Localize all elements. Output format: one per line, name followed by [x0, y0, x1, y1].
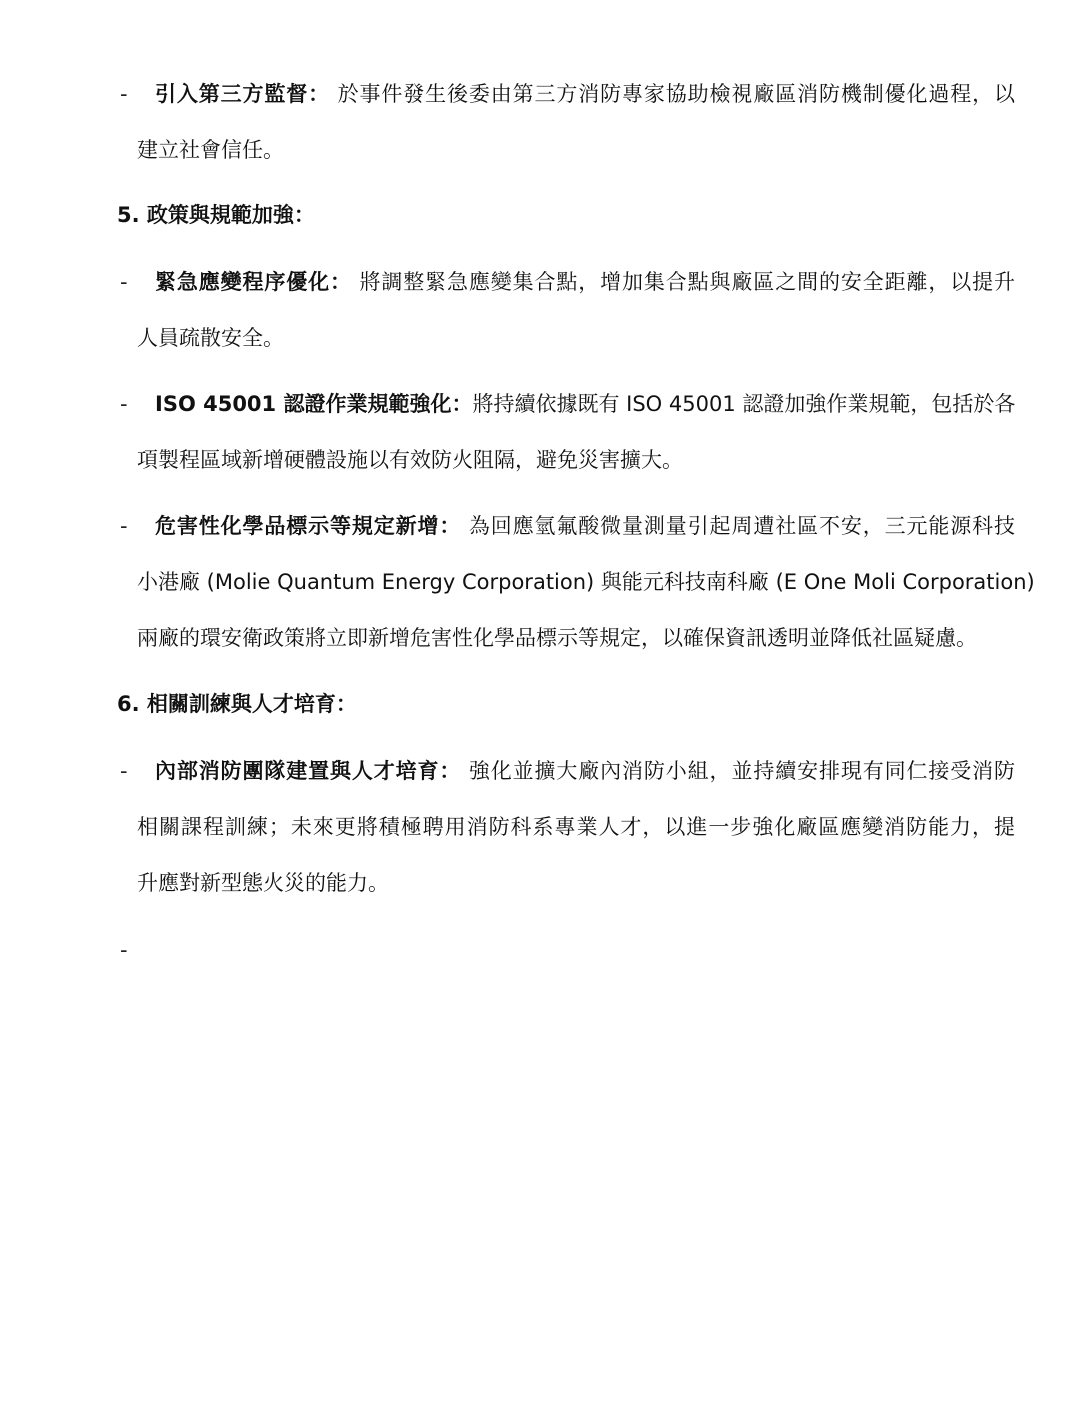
item-iso-line1: [155, 389, 1015, 419]
item-hazard-line1: [155, 511, 1015, 541]
section-heading-5: 5. 政策與規範加強：: [117, 203, 315, 227]
item-training-line2: 相關課程訓練；未來更將積極聘用消防科系專業人才，以進一步強化廠區應變消防能力，提: [137, 815, 1015, 839]
item-iso-text: 將持續依據既有 ISO 45001 認證加強作業規範，包括於各: [472, 392, 1016, 416]
bullet-dash: -: [120, 82, 128, 106]
item-training-line1: [155, 756, 1015, 786]
item-hazard-label: 危害性化學品標示等規定新增：: [155, 514, 462, 538]
item-training-line3: 升應對新型態火災的能力。: [137, 871, 389, 895]
bullet-dash: -: [120, 514, 128, 538]
item-iso-line2: 項製程區域新增硬體設施以有效防火阻隔，避免災害擴大。: [137, 448, 683, 472]
item-hazard-line3: 兩廠的環安衛政策將立即新增危害性化學品標示等規定，以確保資訊透明並降低社區疑慮。: [137, 626, 977, 650]
item-emergency-line2: 人員疏散安全。: [137, 326, 284, 350]
item-third-party-label: 引入第三方監督：: [155, 82, 331, 106]
item-emergency-text: 將調整緊急應變集合點，增加集合點與廠區之間的安全距離，以提升: [351, 270, 1015, 294]
item-training-text: 強化並擴大廠內消防小組，並持續安排現有同仁接受消防: [461, 759, 1015, 783]
bullet-dash: -: [120, 938, 128, 962]
item-emergency-label: 緊急應變程序優化：: [155, 270, 352, 294]
bullet-dash: -: [120, 759, 128, 783]
bullet-dash: -: [120, 392, 128, 416]
item-hazard-text: 為回應氫氟酸微量測量引起周遭社區不安，三元能源科技: [461, 514, 1015, 538]
section-heading-6: 6. 相關訓練與人才培育：: [117, 692, 357, 716]
item-emergency-line1: [155, 267, 1015, 297]
item-third-party-line1: [155, 79, 1015, 109]
item-iso-label: ISO 45001 認證作業規範強化：: [155, 392, 473, 416]
item-third-party-text: 於事件發生後委由第三方消防專家協助檢視廠區消防機制優化過程，以: [330, 82, 1015, 106]
item-training-label: 內部消防團隊建置與人才培育：: [155, 759, 462, 783]
item-third-party-line2: 建立社會信任。: [137, 138, 284, 162]
bullet-dash: -: [120, 270, 128, 294]
item-hazard-line2: 小港廠 (Molie Quantum Energy Corporation) 與能元科技南科廠 (E One Moli Corporation): [137, 570, 1035, 594]
